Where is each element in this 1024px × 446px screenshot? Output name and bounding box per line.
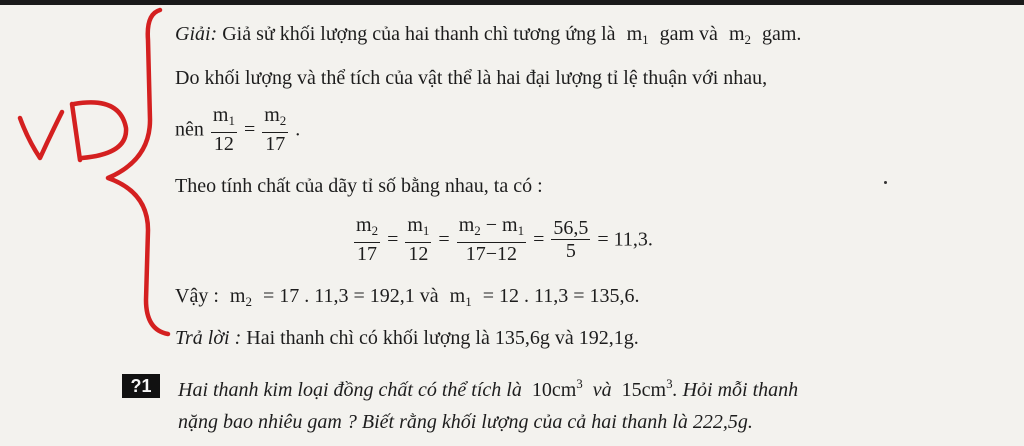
result-value: = 11,3.	[597, 228, 653, 251]
handwritten-vd-annotation	[0, 0, 200, 340]
m1-symbol: $m_1$	[626, 23, 649, 47]
fraction-difference: $\frac{m_2 - m_1}{17-12}$	[458, 214, 525, 265]
handwritten-d	[72, 102, 126, 160]
solution-line-2: Do khối lượng và thể tích của vật thể là hai đại lượng tỉ lệ thuận với nhau,	[175, 67, 768, 89]
solution-line-vay: Vậy : $m_2 = 17$ . 11,3 = 192,1 và $m_1 = 12$ . 11,3 = 135,6.	[175, 285, 640, 309]
handwritten-v	[20, 112, 62, 158]
equals-sign: =	[243, 118, 256, 141]
fraction-m1-12: $\frac{m_1}{12}$	[212, 104, 235, 155]
line1-text: Giả sử khối lượng của hai thanh chì tương ứng là	[222, 23, 616, 45]
period: .	[295, 118, 301, 141]
vay-m2-calc: = 17 . 11,3 = 192,1 và	[262, 285, 439, 307]
giai-label: Giải:	[175, 23, 218, 45]
tra-loi-text: Hai thanh chì có khối lượng là 135,6g và 192,1g.	[246, 327, 639, 349]
solution-equation-chain: $\frac{m_2}{17}$ = $\frac{m_1}{12}$ = $\frac{m_2 - m_1}{17-12}$ = $\frac{56,5}{5}$ = 11,3.	[356, 214, 653, 265]
fraction-m2-17b: $\frac{m_2}{17}$	[356, 214, 379, 265]
stray-dot	[884, 181, 887, 184]
gam-va: gam và	[659, 23, 718, 45]
tra-loi-label: Trả lời :	[175, 327, 242, 349]
volume-2: $15cm^3$	[621, 376, 673, 401]
nen-label: nên	[175, 118, 204, 141]
question-line-2: nặng bao nhiêu gam ? Biết rằng khối lượng của cả hai thanh là 222,5g.	[178, 411, 753, 433]
m2-symbol: $m_2$	[728, 23, 751, 47]
curly-brace	[108, 10, 168, 334]
vay-m1-calc: = 12 . 11,3 = 135,6.	[482, 285, 640, 307]
solution-answer	[175, 326, 639, 350]
solution-line-3	[175, 104, 300, 155]
fraction-m2-17: $\frac{m_2}{17}$	[264, 104, 287, 155]
question-line-1: Hai thanh kim loại đồng chất có thể tích là $10cm^3$ và $15cm^3$. Hỏi mỗi thanh	[178, 376, 799, 401]
question-badge: ?1	[122, 374, 160, 398]
gam: gam.	[762, 23, 802, 45]
solution-line-4: Theo tính chất của dãy tỉ số bằng nhau, ta có :	[175, 175, 543, 197]
volume-1: $10cm^3$	[531, 376, 583, 401]
vay-label: Vậy :	[175, 285, 219, 307]
solution-line-1	[175, 22, 801, 52]
fraction-m1-12b: $\frac{m_1}{12}$	[407, 214, 430, 265]
fraction-56-5: $\frac{56,5}{5}$	[553, 217, 589, 262]
